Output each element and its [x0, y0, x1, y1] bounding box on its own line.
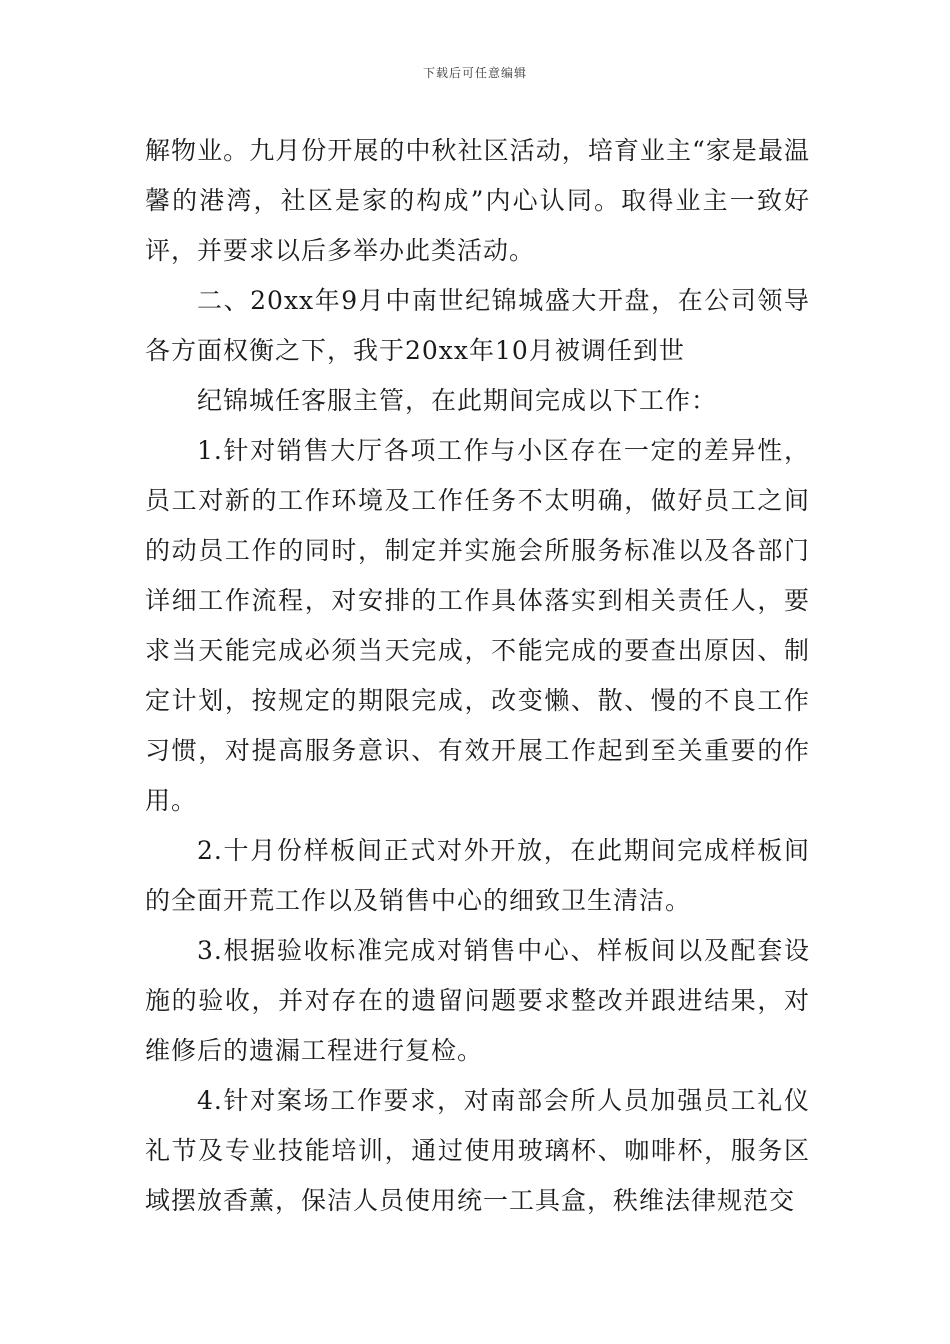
paragraph-intro-continuation: 解物业。九月份开展的中秋社区活动，培育业主“家是最温馨的港湾，社区是家的构成”内心认同。取得业主一致好评，并要求以后多举办此类活动。	[145, 136, 810, 265]
paragraph-section-two-continuation: 纪锦城任客服主管，在此期间完成以下工作：	[197, 386, 718, 415]
paragraph-section-two: 二、20xx年9月中南世纪锦城盛大开盘，在公司领导各方面权衡之下，我于20xx年10月被调任到世	[145, 286, 810, 365]
document-body	[145, 126, 810, 1226]
paragraph-item-4: 4.针对案场工作要求，对南部会所人员加强员工礼仪礼节及专业技能培训，通过使用玻璃杯、咖啡杯，服务区域摆放香薰，保洁人员使用统一工具盒，秩维法律规范交	[145, 1086, 810, 1215]
paragraph-item-2: 2.十月份样板间正式对外开放，在此期间完成样板间的全面开荒工作以及销售中心的细致卫生清洁。	[145, 836, 810, 915]
paragraph-item-3: 3.根据验收标准完成对销售中心、样板间以及配套设施的验收，并对存在的遗留问题要求整改并跟进结果，对维修后的遗漏工程进行复检。	[145, 936, 810, 1065]
paragraph-item-1: 1.针对销售大厅各项工作与小区存在一定的差异性，员工对新的工作环境及工作任务不太明确，做好员工之间的动员工作的同时，制定并实施会所服务标准以及各部门详细工作流程，对安排的工作具体落实到相关责任人，要求当天能完成必须当天完成，不能完成的要查出原因、制定计划，按规定的期限完成，改变懒、散、慢的不良工作习惯，对提高服务意识、有效开展工作起到至关重要的作用。	[145, 436, 810, 815]
header-note: 下载后可任意编辑	[422, 66, 527, 80]
